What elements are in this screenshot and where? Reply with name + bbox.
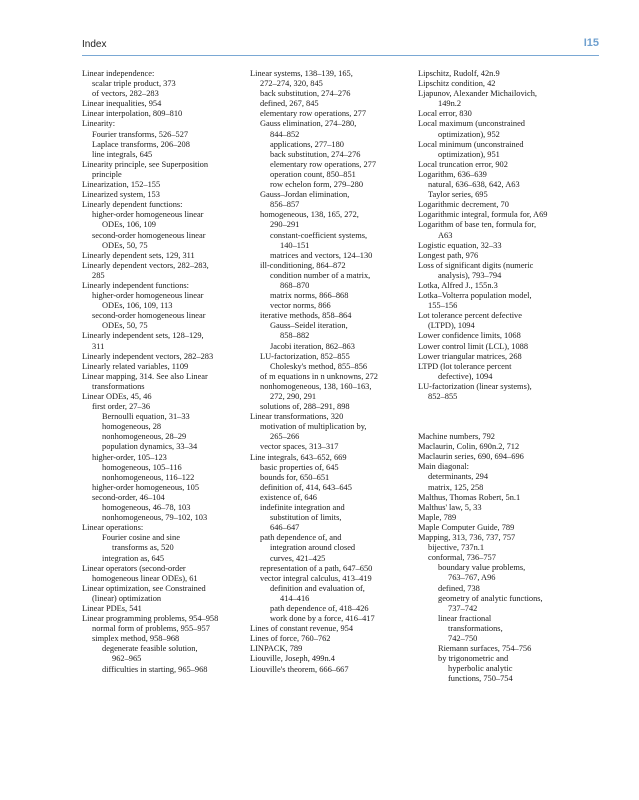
index-subentry: defined, 267, 845 [260,99,319,109]
index-subentry: back substitution, 274–276 [260,89,351,99]
index-entry: Maple, 789 [418,512,457,522]
index-subentry: normal form of problems, 955–957 [92,624,210,634]
index-entry: Linearly related variables, 1109 [82,361,189,371]
index-subentry: representation of a path, 647–650 [260,563,373,573]
index-subentry: by trigonometric and [438,654,509,664]
index-subentry: Taylor series, 695 [428,190,488,200]
index-entry: Linearly independent functions: [82,280,189,290]
index-entry: Machine numbers, 792 [418,432,495,442]
index-entry: Linear systems, 138–139, 165, [250,69,353,78]
index-entry: Lower confidence limits, 1068 [418,331,521,341]
index-subentry: back substitution, 274–276 [270,149,361,159]
index-entry: Logarithmic integral, formula for, A69 [418,210,548,220]
index-subentry: of vectors, 282–283 [92,89,159,99]
index-subentry: homogeneous linear ODEs), 61 [92,573,198,583]
index-subentry: bounds for, 650–651 [260,472,330,482]
index-entry: Linear mapping, 314. See also Linear [82,371,208,381]
index-subentry: matrices and vectors, 124–130 [270,250,373,260]
index-subentry: Fourier transforms, 526–527 [92,129,189,139]
index-subentry: second-order homogeneous linear [92,230,206,240]
index-subentry: nonhomogeneous, 138, 160–163, [260,381,372,391]
index-entry: Logarithmic decrement, 70 [418,200,509,210]
index-entry: Loss of significant digits (numeric [418,260,534,270]
index-entry: Linearly independent vectors, 282–283 [82,351,214,361]
index-subentry: population dynamics, 33–34 [102,442,198,452]
index-subentry: 858–882 [280,331,310,341]
index-subentry: matrix, 125, 258 [428,482,484,492]
index-subentry: difficulties in starting, 965–968 [102,664,208,674]
index-subentry: 290–291 [270,220,300,230]
index-subentry: homogeneous, 46–78, 103 [102,503,191,513]
index-subentry: 155–156 [428,301,458,311]
index-subentry: optimization), 951 [438,149,500,159]
index-entry: Linearly dependent functions: [82,200,183,210]
index-subentry: defective), 1094 [438,371,493,381]
index-subentry: higher-order, 105–123 [92,452,167,462]
index-subentry: 265–266 [270,432,300,442]
index-subentry: hyperbolic analytic [448,664,513,674]
index-subentry: basic properties of, 645 [260,462,339,472]
index-subentry: Riemann surfaces, 754–756 [438,644,532,654]
index-entry: Linearity principle, see Superposition [82,159,209,169]
index-entry: Linear transformations, 320 [250,412,344,422]
index-subentry: ill-conditioning, 864–872 [260,260,346,270]
index-subentry: higher-order homogeneous linear [92,210,204,220]
index-entry: Longest path, 976 [418,250,479,260]
index-subentry: geometry of analytic functions, [438,593,543,603]
index-subentry: Fourier cosine and sine [102,533,180,543]
index-entry: Main diagonal: [418,462,469,472]
index-subentry: 140–151 [280,240,310,250]
index-entry: Linearly independent sets, 128–129, [82,331,204,341]
index-entry: Maclaurin series, 690, 694–696 [418,452,524,462]
index-subentry: vector integral calculus, 413–419 [260,573,372,583]
index-entry: Lower triangular matrices, 268 [418,351,522,361]
index-entry: Logarithm of base ten, formula for, [418,220,537,230]
index-subentry: indefinite integration and [260,503,345,513]
page-number: I15 [583,37,599,49]
header-rule [82,55,599,56]
index-subentry: of m equations in n unknowns, 272 [260,371,378,381]
index-entry: Linearized system, 153 [82,190,160,200]
index-entry: Lipschitz, Rudolf, 42n.9 [418,69,500,78]
index-entry: Logarithm, 636–639 [418,169,487,179]
index-entry: Malthus, Thomas Robert, 5n.1 [418,492,521,502]
index-subentry: scalar triple product, 373 [92,79,176,89]
index-entry: LTPD (lot tolerance percent [418,361,512,371]
index-subentry: transforms as, 520 [112,543,174,553]
index-subentry: ODEs, 50, 75 [102,240,148,250]
index-subentry: ODEs, 106, 109 [102,220,156,230]
index-subentry: transformations, [448,623,503,633]
index-subentry: 311 [92,341,105,351]
index-entry: Lines of constant revenue, 954 [250,624,354,634]
index-subentry: 962–965 [112,654,142,664]
index-subentry: LU-factorization, 852–855 [260,351,350,361]
index-subentry: integration as, 645 [102,553,165,563]
index-subentry: solutions of, 288–291, 898 [260,402,350,412]
index-column-3 [418,69,596,684]
index-entry: Linear PDEs, 541 [82,603,142,613]
index-entry: Linear programming problems, 954–958 [82,614,219,624]
index-entry: Linearly dependent sets, 129, 311 [82,250,195,260]
index-subentry: vector spaces, 313–317 [260,442,339,452]
index-subentry: (LTPD), 1094 [428,321,475,331]
index-column-1 [82,69,242,675]
index-subentry: nonhomogeneous, 79–102, 103 [102,513,208,523]
index-subentry: boundary value problems, [438,563,526,573]
index-subentry: determinants, 294 [428,472,489,482]
index-subentry: 285 [92,270,105,280]
index-subentry: iterative methods, 858–864 [260,311,352,321]
index-subentry: definition and evaluation of, [270,583,365,593]
index-subentry: principle [92,169,122,179]
index-entry: Linear operators (second-order [82,563,186,573]
index-subentry: existence of, 646 [260,492,317,502]
index-entry: LINPACK, 789 [250,644,303,654]
index-entry: Lower control limit (LCL), 1088 [418,341,529,351]
index-subentry: motivation of multiplication by, [260,422,367,432]
index-entry: Linear independence: [82,69,155,78]
index-subentry: Laplace transforms, 206–208 [92,139,190,149]
index-entry: Local maximum (unconstrained [418,119,525,129]
index-subentry: higher-order homogeneous, 105 [92,482,200,492]
index-entry: Linear optimization, see Constrained [82,583,206,593]
index-subentry: natural, 636–638, 642, A63 [428,180,520,190]
index-subentry: elementary row operations, 277 [260,109,367,119]
index-subentry: 852–855 [428,392,458,401]
index-entry: Maple Computer Guide, 789 [418,522,515,532]
index-entry: Maclaurin, Colin, 690n.2, 712 [418,442,520,452]
index-entry: Lines of force, 760–762 [250,634,331,644]
index-subentry: nonhomogeneous, 116–122 [102,472,195,482]
index-subentry: second-order homogeneous linear [92,311,206,321]
index-entry: Linearization, 152–155 [82,180,161,190]
index-subentry: linear fractional [438,613,492,623]
index-subentry: simplex method, 958–968 [92,634,180,644]
index-subentry: Gauss elimination, 274–280, [260,119,357,129]
index-subentry: ODEs, 50, 75 [102,321,148,331]
index-subentry: conformal, 736–757 [428,553,496,563]
index-entry: Local truncation error, 902 [418,159,508,169]
index-subentry: optimization), 952 [438,129,500,139]
index-subentry: elementary row operations, 277 [270,159,377,169]
index-subentry: 856–857 [270,200,300,210]
index-subentry: transformations [92,381,145,391]
index-subentry: definition of, 414, 643–645 [260,482,352,492]
index-subentry: homogeneous, 28 [102,422,162,432]
index-subentry: homogeneous, 138, 165, 272, [260,210,359,220]
index-subentry: Cholesky's method, 855–856 [270,361,368,371]
index-entry: Liouville, Joseph, 499n.4 [250,654,335,664]
index-entry: Linear operations: [82,523,144,533]
index-entry: Ljapunov, Alexander Michailovich, [418,89,537,99]
index-subentry: path dependence of, and [260,533,342,543]
index-entry: Local minimum (unconstrained [418,139,524,149]
index-subentry: nonhomogeneous, 28–29 [102,432,187,442]
index-subentry: defined, 738 [438,583,480,593]
index-subentry: Gauss–Seidel iteration, [270,321,348,331]
index-subentry: A63 [438,230,453,240]
index-entry: Lipschitz condition, 42 [418,79,496,89]
index-subentry: functions, 750–754 [448,674,513,684]
index-subentry: applications, 277–180 [270,139,344,149]
index-subentry: vector norms, 866 [270,301,331,311]
index-subentry: path dependence of, 418–426 [270,603,369,613]
index-entry: Mapping, 313, 736, 737, 757 [418,533,516,543]
index-subentry: 742–750 [448,633,478,643]
index-entry: Lotka, Alfred J., 155n.3 [418,280,498,290]
index-subentry: (linear) optimization [92,593,162,603]
index-subentry: matrix norms, 866–868 [270,291,349,301]
index-subentry: 844–852 [270,129,300,139]
index-entry: LU-factorization (linear systems), [418,381,532,391]
index-entry: Logistic equation, 32–33 [418,240,502,250]
index-entry: Lot tolerance percent defective [418,311,522,321]
index-subentry: ODEs, 106, 109, 113 [102,301,173,311]
index-subentry: Jacobi iteration, 862–863 [270,341,355,351]
index-subentry: substitution of limits, [270,513,342,523]
index-column-2 [250,69,410,675]
index-subentry: bijective, 737n.1 [428,543,485,553]
index-subentry: curves, 421–425 [270,553,326,563]
index-entry: Line integrals, 643–652, 669 [250,452,347,462]
index-subentry: operation count, 850–851 [270,169,356,179]
index-subentry: analysis), 793–794 [438,270,502,280]
index-subentry: 646–647 [270,523,300,533]
index-subentry: second-order, 46–104 [92,492,165,502]
index-subentry: first order, 27–36 [92,402,151,412]
index-subentry: Gauss–Jordan elimination, [260,190,350,200]
index-subentry: 763–767, A96 [448,573,496,583]
index-subentry: 868–870 [280,280,310,290]
index-subentry: work done by a force, 416–417 [270,614,375,624]
section-gap [418,402,596,432]
index-subentry: integration around closed [270,543,356,553]
index-subentry: line integrals, 645 [92,149,153,159]
index-entry: Linear ODEs, 45, 46 [82,392,152,401]
index-subentry: 414–416 [280,593,310,603]
index-subentry: constant-coefficient systems, [270,230,368,240]
index-subentry: row echelon form, 279–280 [270,180,364,190]
index-entry: Linearly dependent vectors, 282–283, [82,260,209,270]
index-subentry: 737–742 [448,603,478,613]
index-subentry: 272, 290, 291 [270,392,317,401]
index-subentry: Bernoulli equation, 31–33 [102,412,190,422]
index-entry: Linear interpolation, 809–810 [82,109,183,119]
index-subentry: 149n.2 [438,99,462,109]
index-entry: Malthus' law, 5, 33 [418,502,482,512]
index-subentry: 272–274, 320, 845 [260,79,323,89]
index-subentry: higher-order homogeneous linear [92,291,204,301]
index-entry: Liouville's theorem, 666–667 [250,664,349,674]
index-subentry: homogeneous, 105–116 [102,462,182,472]
index-entry: Local error, 830 [418,109,472,119]
running-header-title: Index [82,39,107,50]
index-subentry: degenerate feasible solution, [102,644,198,654]
index-entry: Lotka–Volterra population model, [418,291,532,301]
index-entry: Linearity: [82,119,116,129]
index-subentry: condition number of a matrix, [270,270,371,280]
index-entry: Linear inequalities, 954 [82,99,162,109]
